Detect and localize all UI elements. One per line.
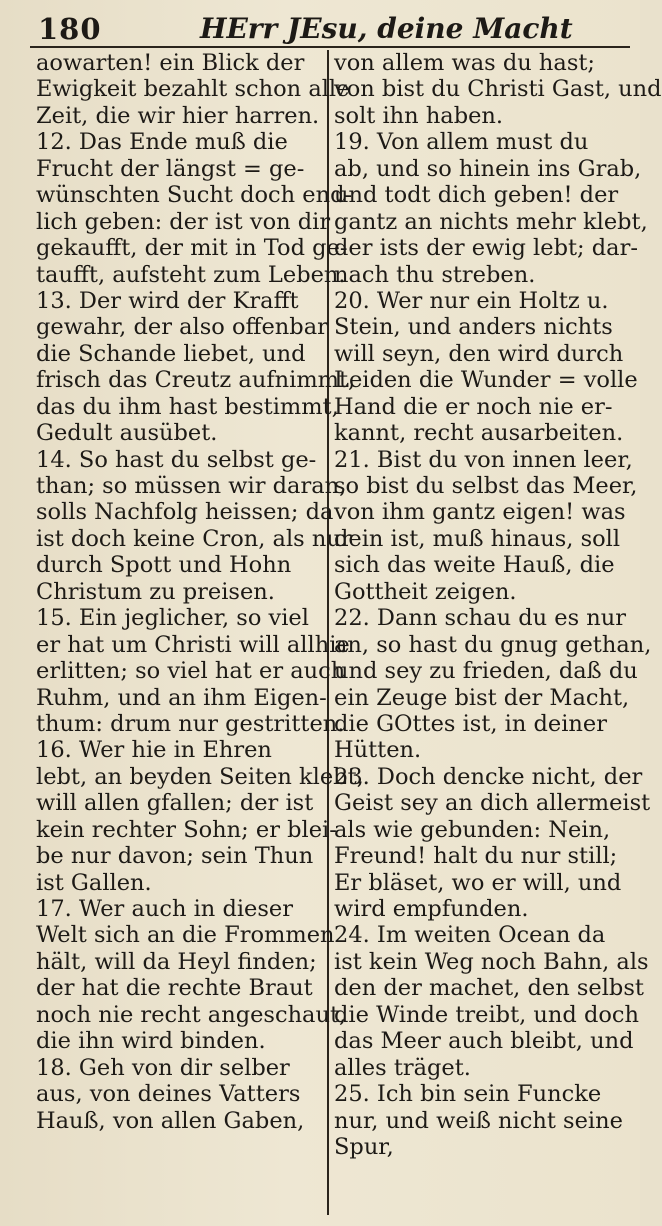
left-column-line: ist doch keine Cron, als nur <box>36 525 352 552</box>
right-column-line: von bist du Christi Gast, und <box>334 76 662 103</box>
left-column-line: aus, von deines Vatters <box>36 1081 301 1108</box>
right-column-line: dein ist, muß hinaus, soll <box>334 525 621 552</box>
right-column-line: Leiden die Wunder = volle <box>334 367 638 394</box>
page-number: 180 <box>38 12 102 46</box>
left-column-line: gewahr, der also offenbar <box>36 314 328 341</box>
right-column-line: Gottheit zeigen. <box>334 578 517 605</box>
right-column-line: Hand die er noch nie er- <box>334 393 613 420</box>
left-column-line: durch Spott und Hohn <box>36 552 292 579</box>
right-column-line: 19. Von allem must du <box>334 129 589 156</box>
left-column-line: er hat um Christi will allhie <box>36 631 350 658</box>
right-column-line: 21. Bist du von innen leer, <box>334 446 633 473</box>
left-column-line: 17. Wer auch in dieser <box>36 896 293 922</box>
left-column-line: Welt sich an die Frommen <box>36 922 335 949</box>
left-column-line: be nur davon; sein Thun <box>36 843 314 870</box>
right-column-line: will seyn, den wird durch <box>334 340 624 367</box>
left-column-line: der hat die rechte Braut <box>36 975 313 1002</box>
left-column-line: Christum zu preisen. <box>36 578 275 605</box>
left-column-line: noch nie recht angeschaut, <box>36 1001 347 1028</box>
right-column-line: so bist du selbst das Meer, <box>334 473 638 499</box>
left-column-line: taufft, aufsteht zum Leben. <box>36 261 346 288</box>
right-column-line: die GOttes ist, in deiner <box>334 710 607 737</box>
right-column <box>334 50 662 1160</box>
right-column-line: und sey zu frieden, daß du <box>334 658 638 685</box>
left-column <box>36 50 364 1134</box>
right-column-line: Hütten. <box>334 737 422 764</box>
right-column-line: solt ihn haben. <box>334 102 504 129</box>
left-column-line: Ruhm, und an ihm Eigen- <box>36 684 327 711</box>
right-column-line: ab, und so hinein ins Grab, <box>334 155 642 182</box>
right-column-line: und todt dich geben! der <box>334 182 619 209</box>
left-column-line: Gedult ausübet. <box>36 420 218 447</box>
right-column-line: ist kein Weg noch Bahn, als <box>334 948 649 975</box>
right-column-line: Spur, <box>334 1133 394 1160</box>
left-column-line: lebt, an beyden Seiten klebt, <box>36 763 364 790</box>
right-column-line: Freund! halt du nur still; <box>334 843 618 870</box>
left-column-line: 12. Das Ende muß die <box>36 129 288 156</box>
left-column-line: solls Nachfolg heissen; da <box>36 499 334 526</box>
right-column-line: Er bläset, wo er will, und <box>334 869 622 896</box>
left-column-line: 13. Der wird der Krafft <box>36 287 299 314</box>
right-column-line: von ihm gantz eigen! was <box>334 499 626 526</box>
right-column-line: 25. Ich bin sein Funcke <box>334 1081 602 1108</box>
left-column-line: wünschten Sucht doch end- <box>36 182 353 209</box>
right-column-line: Stein, und anders nichts <box>334 314 613 341</box>
running-head: HErr JEsu, deine Macht <box>200 12 573 45</box>
left-column-line: than; so müssen wir daran, <box>36 473 347 499</box>
right-column-line: 20. Wer nur ein Holtz u. <box>334 287 609 314</box>
left-column-line: erlitten; so viel hat er auch <box>36 658 346 685</box>
right-column-line: sich das weite Hauß, die <box>334 552 615 579</box>
right-column-line: den der machet, den selbst <box>334 975 644 1002</box>
left-column-line: 16. Wer hie in Ehren <box>36 737 272 764</box>
left-column-line: hält, will da Heyl finden; <box>36 948 317 975</box>
left-column-line: das du ihm hast bestimmt, <box>36 393 339 420</box>
right-column-line: nur, und weiß nicht seine <box>334 1107 623 1134</box>
right-column-line: der ists der ewig lebt; dar- <box>334 235 638 262</box>
right-column-line: das Meer auch bleibt, und <box>334 1028 634 1055</box>
left-column-line: ist Gallen. <box>36 869 152 896</box>
right-column-line: kannt, recht ausarbeiten. <box>334 420 624 447</box>
right-column-line: alles träget. <box>334 1054 471 1081</box>
left-column-line: frisch das Creutz aufnimmt, <box>36 367 356 394</box>
left-column-line: gekaufft, der mit in Tod ge- <box>36 235 348 262</box>
left-column-line: thum: drum nur gestritten. <box>36 710 345 737</box>
left-column-line: Hauß, von allen Gaben, <box>36 1107 305 1134</box>
left-column-line: aowarten! ein Blick der <box>36 50 305 76</box>
right-column-line: als wie gebunden: Nein, <box>334 816 611 843</box>
right-column-line: 23. Doch dencke nicht, der <box>334 763 643 790</box>
left-column-line: Zeit, die wir hier harren. <box>36 102 320 129</box>
left-column-line: lich geben: der ist von dir <box>36 208 331 235</box>
left-column-line: kein rechter Sohn; er blei- <box>36 816 337 843</box>
right-column-line: die Winde treibt, und doch <box>334 1001 639 1028</box>
right-column-line: wird empfunden. <box>334 896 529 922</box>
left-column-line: die ihn wird binden. <box>36 1028 266 1055</box>
left-column-line: Frucht der längst = ge- <box>36 155 305 182</box>
left-column-line: Ewigkeit bezahlt schon alle <box>36 76 350 103</box>
right-column-line: 22. Dann schau du es nur <box>334 605 627 632</box>
right-column-line: nach thu streben. <box>334 261 536 288</box>
right-column-line: gantz an nichts mehr klebt, <box>334 208 648 235</box>
right-column-line: 24. Im weiten Ocean da <box>334 922 606 949</box>
page-header <box>30 10 630 48</box>
left-column-line: 18. Geh von dir selber <box>36 1054 290 1081</box>
left-column-line: 14. So hast du selbst ge- <box>36 446 317 473</box>
right-column-line: an, so hast du gnug gethan, <box>334 631 652 658</box>
right-column-line: Geist sey an dich allermeist <box>334 790 651 817</box>
left-column-line: will allen gfallen; der ist <box>36 790 314 817</box>
right-column-line: von allem was du hast; <box>334 50 596 76</box>
left-column-line: die Schande liebet, und <box>36 340 306 367</box>
left-column-line: 15. Ein jeglicher, so viel <box>36 605 309 632</box>
right-column-line: ein Zeuge bist der Macht, <box>334 684 630 711</box>
